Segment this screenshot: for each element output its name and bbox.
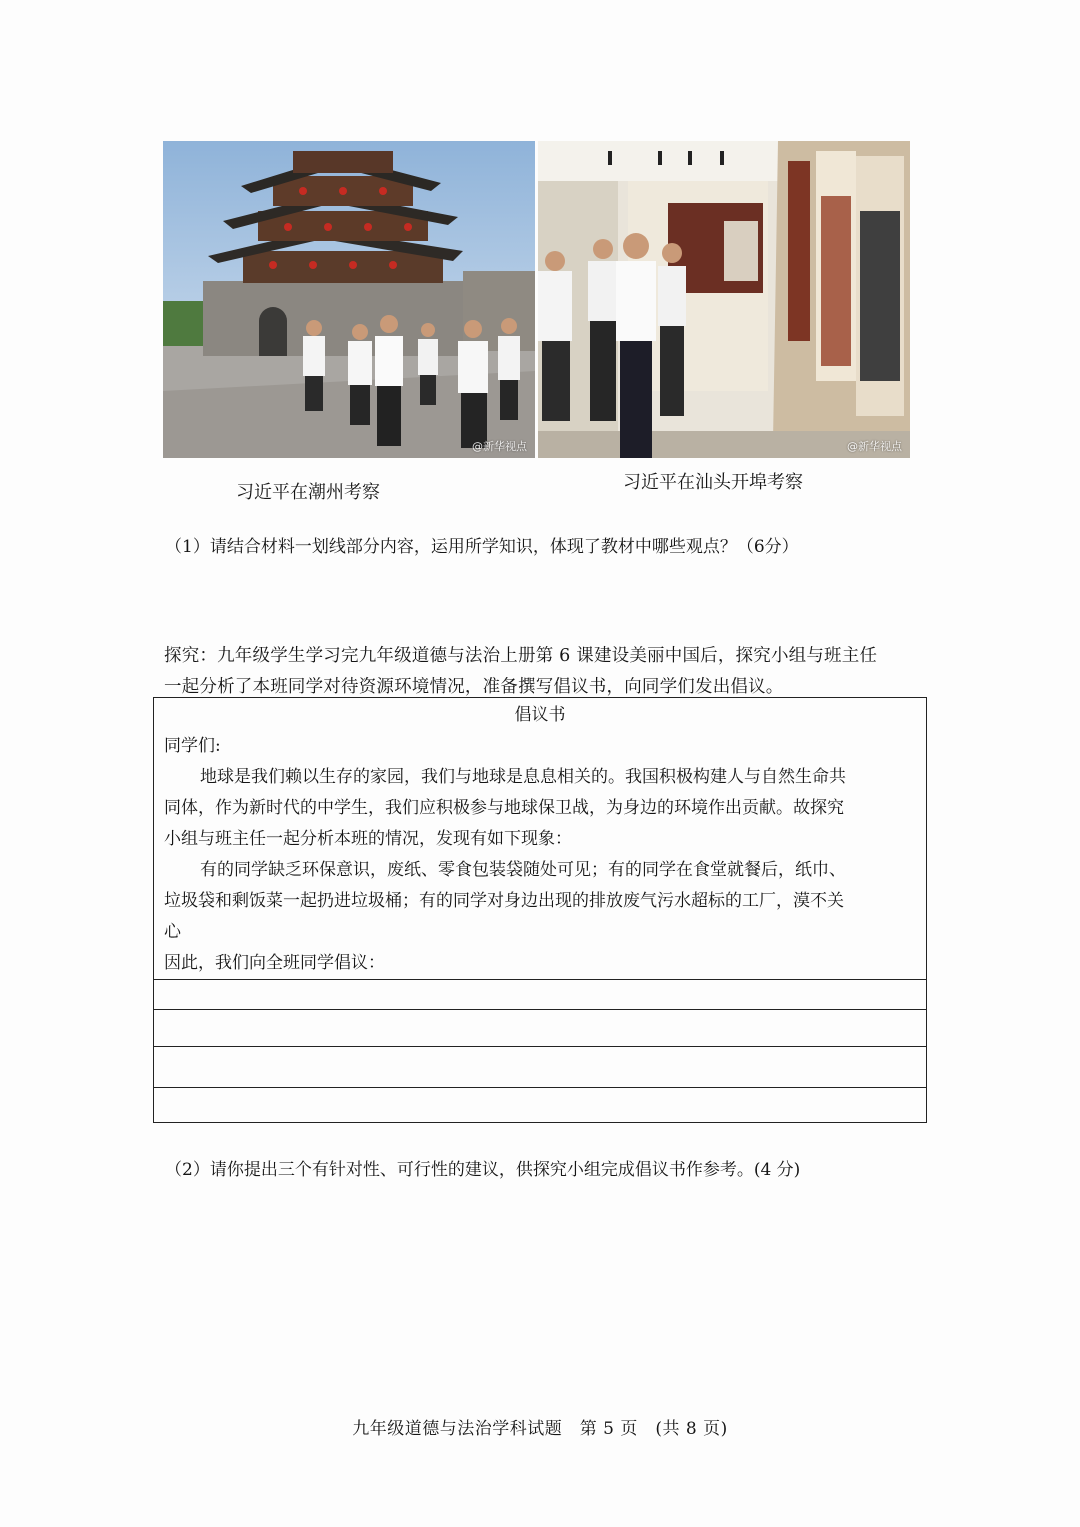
- proposal-paragraph-line: 同体，作为新时代的中学生，我们应积极参与地球保卫战，为身边的环境作出贡献。故探究: [164, 798, 844, 818]
- inquiry-line: 一起分析了本班同学对待资源环境情况，准备撰写倡议书，向同学们发出倡议。: [164, 677, 784, 697]
- answer-line[interactable]: [154, 979, 926, 980]
- answer-line[interactable]: [154, 1087, 926, 1088]
- photo-chaozhou: [163, 141, 535, 458]
- question-2: （2）请你提出三个有针对性、可行性的建议，供探究小组完成倡议书作参考。(4 分): [165, 1160, 801, 1180]
- photo-watermark: @新华视点: [472, 440, 527, 453]
- chaozhou-scene-illustration: [163, 141, 535, 458]
- question-1: （1）请结合材料一划线部分内容，运用所学知识，体现了教材中哪些观点？（6分）: [165, 537, 799, 557]
- proposal-box: [153, 697, 927, 1123]
- proposal-paragraph-line: 地球是我们赖以生存的家园，我们与地球是息息相关的。我国积极构建人与自然生命共: [200, 767, 846, 787]
- photo-shantou: [538, 141, 910, 458]
- inquiry-line: 探究：九年级学生学习完九年级道德与法治上册第 6 课建设美丽中国后，探究小组与班主任: [164, 646, 878, 666]
- proposal-paragraph-line: 小组与班主任一起分析本班的情况，发现有如下现象：: [164, 829, 572, 849]
- answer-line[interactable]: [154, 1046, 926, 1047]
- page-footer: 九年级道德与法治学科试题 第 5 页 (共 8 页): [352, 1419, 728, 1439]
- photo-caption-chaozhou: 习近平在潮州考察: [236, 482, 380, 503]
- proposal-paragraph-line: 垃圾袋和剩饭菜一起扔进垃圾桶；有的同学对身边出现的排放废气污水超标的工厂，漠不关: [164, 891, 844, 911]
- proposal-closing: 因此，我们向全班同学倡议：: [164, 953, 385, 973]
- answer-line[interactable]: [154, 1009, 926, 1010]
- proposal-title: 倡议书: [514, 705, 566, 725]
- photo-watermark: @新华视点: [847, 440, 902, 453]
- inquiry-text: [164, 641, 924, 703]
- proposal-greeting: 同学们:: [164, 736, 221, 756]
- shantou-scene-illustration: [538, 141, 910, 458]
- photo-caption-shantou: 习近平在汕头开埠考察: [623, 472, 803, 493]
- proposal-paragraph-line: 心: [164, 922, 181, 942]
- proposal-paragraph-line: 有的同学缺乏环保意识，废纸、零食包装袋随处可见；有的同学在食堂就餐后，纸巾、: [200, 860, 846, 880]
